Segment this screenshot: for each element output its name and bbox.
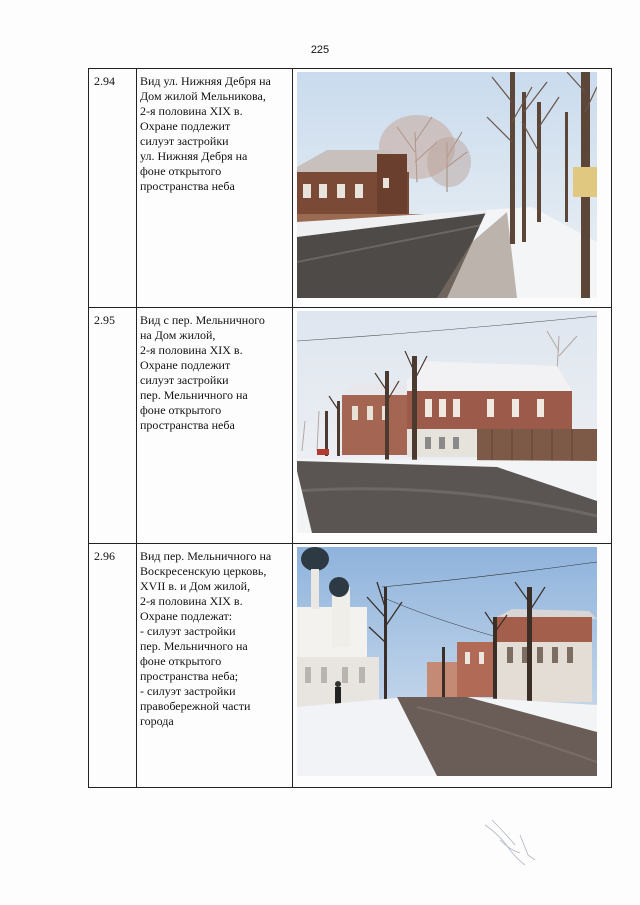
description-line: пространства неба; bbox=[140, 669, 239, 683]
table-row bbox=[89, 308, 612, 544]
description-line: Охране подлежит bbox=[140, 358, 231, 372]
description-line: фоне открытого bbox=[140, 654, 222, 668]
street-photo bbox=[297, 311, 597, 533]
entry-photo-cell bbox=[293, 69, 612, 308]
street-photo bbox=[297, 547, 597, 776]
description-line: 2-я половина XIX в. bbox=[140, 343, 243, 357]
entry-number: 2.96 bbox=[89, 544, 137, 788]
description-line: фоне открытого bbox=[140, 403, 222, 417]
entry-photo-cell bbox=[293, 544, 612, 788]
description-line: фоне открытого bbox=[140, 164, 222, 178]
description-line: Вид с пер. Мельничного bbox=[140, 313, 265, 327]
entry-number: 2.95 bbox=[89, 308, 137, 544]
street-photo bbox=[297, 72, 597, 298]
description-line: Дом жилой Мельникова, bbox=[140, 89, 266, 103]
entry-description bbox=[137, 544, 293, 788]
description-line: Воскресенскую церковь, bbox=[140, 564, 267, 578]
entry-description bbox=[137, 69, 293, 308]
entry-number: 2.94 bbox=[89, 69, 137, 308]
pen-mark bbox=[480, 815, 550, 875]
table-row bbox=[89, 69, 612, 308]
description-line: силуэт застройки bbox=[140, 373, 229, 387]
description-line: Охране подлежат: bbox=[140, 609, 233, 623]
table-row bbox=[89, 544, 612, 788]
description-line: ул. Нижняя Дебря на bbox=[140, 149, 248, 163]
description-line: пространства неба bbox=[140, 418, 235, 432]
description-line: XVII в. и Дом жилой, bbox=[140, 579, 251, 593]
description-line: пространства неба bbox=[140, 179, 235, 193]
description-line: правобережной части bbox=[140, 699, 251, 713]
entry-photo-cell bbox=[293, 308, 612, 544]
page-number: 225 bbox=[310, 44, 330, 56]
entry-description bbox=[137, 308, 293, 544]
heritage-table bbox=[88, 68, 612, 788]
description-line: силуэт застройки bbox=[140, 134, 229, 148]
description-line: Вид пер. Мельничного на bbox=[140, 549, 272, 563]
description-line: на Дом жилой, bbox=[140, 328, 216, 342]
description-line: Охране подлежит bbox=[140, 119, 231, 133]
description-line: пер. Мельничного на bbox=[140, 639, 248, 653]
description-line: 2-я половина XIX в. bbox=[140, 104, 243, 118]
description-line: пер. Мельничного на bbox=[140, 388, 248, 402]
description-line: города bbox=[140, 714, 174, 728]
description-line: 2-я половина XIX в. bbox=[140, 594, 243, 608]
description-line: - силуэт застройки bbox=[140, 624, 236, 638]
description-line: - силуэт застройки bbox=[140, 684, 236, 698]
description-line: Вид ул. Нижняя Дебря на bbox=[140, 74, 271, 88]
